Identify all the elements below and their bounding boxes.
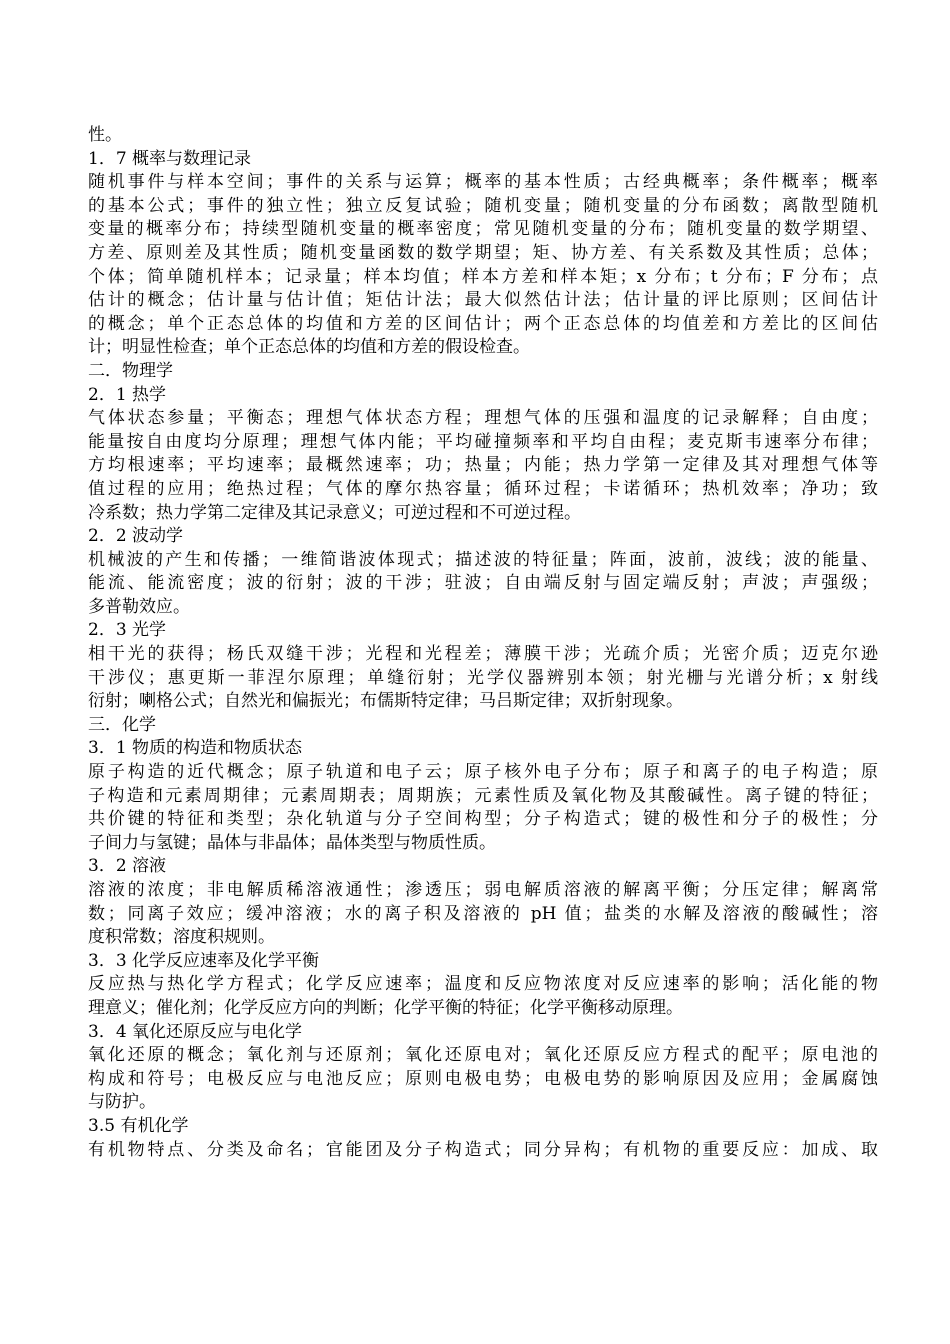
text-line: 溶液的浓度；非电解质稀溶液通性；渗透压；弱电解质溶液的解离平衡；分压定律；解离常 xyxy=(88,880,878,900)
text-line: 能流、能流密度；波的衍射；波的干涉；驻波；自由端反射与固定端反射；声波；声强级； xyxy=(88,573,878,594)
text-line: 原子构造的近代概念；原子轨道和电子云；原子核外电子分布；原子和离子的电子构造；原 xyxy=(88,762,878,783)
text-line: 方差、原则差及其性质；随机变量函数的数学期望；矩、协方差、有关系数及其性质；总体； xyxy=(88,242,878,263)
section-heading: 1．7 概率与数理记录 xyxy=(88,148,252,169)
paragraph xyxy=(88,1044,878,1115)
section-heading: 2．2 波动学 xyxy=(88,526,184,547)
text-line: 与防护。 xyxy=(88,1092,156,1113)
text-line: 数；同离子效应；缓冲溶液；水的离子积及溶液的 pH 值；盐类的水解及溶液的酸碱性；溶 xyxy=(88,903,878,924)
paragraph xyxy=(88,973,878,1020)
text-line: 氧化还原的概念；氧化剂与还原剂；氧化还原电对；氧化还原反应方程式的配平；原电池的 xyxy=(88,1045,878,1066)
text-line: 度积常数；溶度积规则。 xyxy=(88,927,275,948)
text-line: 有机物特点、分类及命名；官能团及分子构造式；同分异构；有机物的重要反应：加成、取 xyxy=(88,1139,878,1160)
text-line: 子间力与氢键；晶体与非晶体；晶体类型与物质性质。 xyxy=(88,832,496,853)
text-line: 个体；简单随机样本；记录量；样本均值；样本方差和样本矩；x 分布；t 分布；F 分布；点 xyxy=(88,266,878,287)
text-line: 子构造和元素周期律；元素周期表；周期族；元素性质及氧化物及其酸碱性。离子键的特征； xyxy=(88,785,878,806)
text-line: 的概念；单个正态总体的均值和方差的区间估计；两个正态总体的均值差和方差比的区间估 xyxy=(88,313,878,334)
paragraph xyxy=(88,549,878,620)
paragraph xyxy=(88,407,878,525)
section-heading: 二．物理学 xyxy=(88,360,173,381)
text-line: 衍射；喇格公式；自然光和偏振光；布儒斯特定律；马吕斯定律；双折射现象。 xyxy=(88,691,683,712)
text-line: 冷系数；热力学第二定律及其记录意义；可逆过程和不可逆过程。 xyxy=(88,502,581,523)
text-line: 干涉仪；惠更斯一菲涅尔原理；单缝衍射；光学仪器辨别本领；射光栅与光谱分析；x 射线 xyxy=(88,667,878,688)
section-heading: 3．2 溶液 xyxy=(88,856,167,877)
text-line: 能量按自由度均分原理；理想气体内能；平均碰撞频率和平均自由程；麦克斯韦速率分布律； xyxy=(88,431,878,452)
text-line: 计；明显性检查；单个正态总体的均值和方差的假设检查。 xyxy=(88,337,530,358)
text-line: 共价键的特征和类型；杂化轨道与分子空间构型；分子构造式；键的极性和分子的极性；分 xyxy=(88,809,878,830)
paragraph xyxy=(88,1139,878,1163)
paragraph xyxy=(88,171,878,360)
text-line: 随机事件与样本空间；事件的关系与运算；概率的基本性质；古经典概率；条件概率；概率 xyxy=(88,172,878,193)
text-line: 变量的概率分布；持续型随机变量的概率密度；常见随机变量的分布；随机变量的数学期望、 xyxy=(88,219,878,240)
section-heading: 三．化学 xyxy=(88,714,156,735)
section-heading: 3．1 物质的构造和物质状态 xyxy=(88,738,303,759)
document-page xyxy=(88,124,878,1162)
paragraph xyxy=(88,879,878,950)
paragraph xyxy=(88,643,878,714)
section-heading: 3．4 氧化还原反应与电化学 xyxy=(88,1021,303,1042)
text-line: 估计的概念；估计量与估计值；矩估计法；最大似然估计法；估计量的评比原则；区间估计 xyxy=(88,290,878,311)
section-heading: 3．3 化学反应速率及化学平衡 xyxy=(88,950,320,971)
text-line: 理意义；催化剂；化学反应方向的判断；化学平衡的特征；化学平衡移动原理。 xyxy=(88,997,683,1018)
text-line: 的基本公式；事件的独立性；独立反复试验；随机变量；随机变量的分布函数；离散型随机 xyxy=(88,195,878,216)
text-line: 性。 xyxy=(88,125,122,145)
section-heading: 2．3 光学 xyxy=(88,620,167,641)
section-heading: 2．1 热学 xyxy=(88,384,167,405)
text-line: 多普勒效应。 xyxy=(88,596,190,617)
text-line: 相干光的获得；杨氏双缝干涉；光程和光程差；薄膜干涉；光疏介质；光密介质；迈克尔逊 xyxy=(88,644,878,665)
text-line: 构成和符号；电极反应与电池反应；原则电极电势；电极电势的影响原因及应用；金属腐蚀 xyxy=(88,1068,878,1089)
text-line: 气体状态参量；平衡态；理想气体状态方程；理想气体的压强和温度的记录解释；自由度； xyxy=(88,408,878,429)
text-line: 值过程的应用；绝热过程；气体的摩尔热容量；循环过程；卡诺循环；热机效率；净功；致 xyxy=(88,478,878,499)
section-heading: 3.5 有机化学 xyxy=(88,1115,189,1136)
text-line: 反应热与热化学方程式；化学反应速率；温度和反应物浓度对反应速率的影响；活化能的物 xyxy=(88,974,878,995)
paragraph xyxy=(88,761,878,855)
text-line: 机械波的产生和传播；一维简谐波体现式；描述波的特征量；阵面，波前，波线；波的能量、 xyxy=(88,549,878,570)
paragraph xyxy=(88,124,878,148)
text-line: 方均根速率；平均速率；最概然速率；功；热量；内能；热力学第一定律及其对理想气体等 xyxy=(88,455,878,476)
